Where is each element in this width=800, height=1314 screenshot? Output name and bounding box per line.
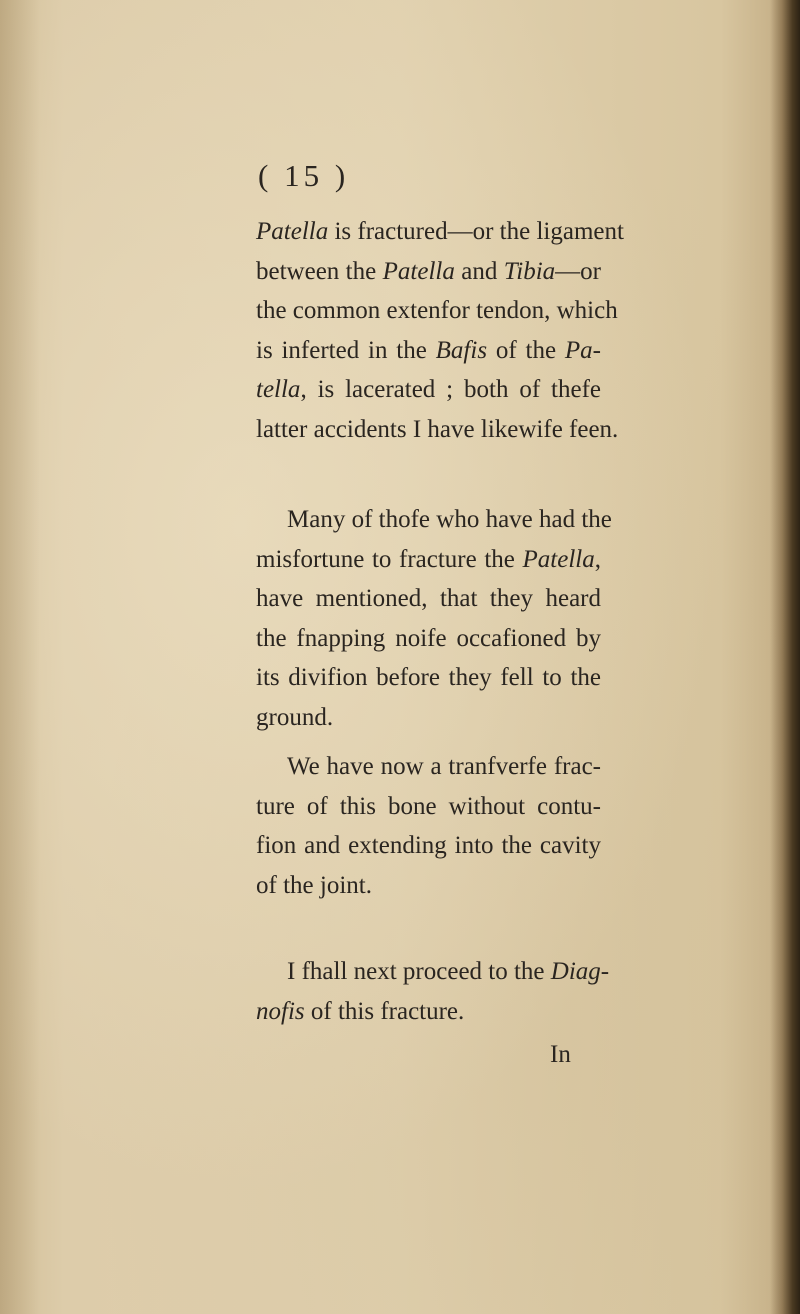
paragraph	[256, 747, 601, 905]
text-line	[256, 291, 618, 331]
text-run: is inferted in the	[256, 336, 436, 364]
text-run: Many of thofe who have had the	[287, 506, 612, 533]
text-line	[256, 370, 601, 410]
text-line	[256, 212, 624, 252]
text-line	[256, 866, 601, 906]
paragraph	[256, 212, 624, 449]
italic-term: Patella	[522, 545, 595, 573]
italic-term: Patella	[382, 257, 455, 285]
text-line	[256, 992, 601, 1032]
text-run: ground.	[256, 703, 334, 731]
text-run: of the joint.	[256, 871, 372, 899]
page-edge-shadow	[770, 0, 800, 1314]
text-run: misfortune to fracture the	[256, 545, 523, 573]
text-run: its divifion before they fell to the	[256, 664, 601, 691]
text-line	[256, 658, 601, 698]
text-run: —or	[555, 257, 601, 285]
text-line	[256, 619, 601, 659]
text-run: and	[454, 257, 504, 285]
text-line	[256, 500, 612, 540]
italic-term: Patella	[256, 218, 329, 245]
text-run: of the	[487, 336, 565, 364]
paragraph	[256, 500, 612, 737]
italic-term: Bafis	[435, 336, 488, 364]
page-number: ( 15 )	[258, 158, 350, 193]
text-run: the common extenfor tendon, which	[256, 297, 618, 324]
text-line	[256, 826, 601, 866]
text-line	[256, 252, 601, 292]
catchword: In	[550, 1041, 571, 1068]
text-run: ,	[594, 545, 601, 573]
italic-term: nofis	[256, 997, 305, 1025]
text-line	[256, 698, 601, 738]
text-run: fion and extending into the cavity	[256, 832, 601, 859]
italic-term: Tibia	[503, 257, 556, 285]
italic-term: Pa-	[564, 336, 601, 364]
text-line	[256, 410, 619, 450]
gutter-shadow	[0, 0, 40, 1314]
text-line	[256, 952, 610, 992]
text-run: of this fracture.	[304, 997, 465, 1025]
paragraph	[256, 952, 610, 1031]
text-run: between the	[256, 257, 383, 285]
text-run: latter accidents I have likewife feen.	[256, 415, 619, 443]
text-run: have mentioned, that they heard	[256, 585, 601, 612]
text-run: is fractured—or the ligament	[328, 218, 624, 245]
italic-term: tella	[256, 376, 301, 403]
text-line	[256, 787, 601, 827]
text-line	[256, 747, 601, 787]
text-run: the fnapping noife occafioned by	[256, 624, 601, 652]
text-run: I fhall next proceed to the	[287, 958, 551, 985]
text-run: We have now a tranfverfe frac-	[287, 753, 601, 780]
text-run: ture of this bone without contu-	[256, 792, 601, 820]
text-run: , is lacerated ; both of thefe	[300, 376, 601, 403]
text-line	[256, 331, 601, 371]
text-line	[256, 540, 601, 580]
italic-term: Diag-	[550, 958, 610, 985]
text-line	[256, 579, 601, 619]
